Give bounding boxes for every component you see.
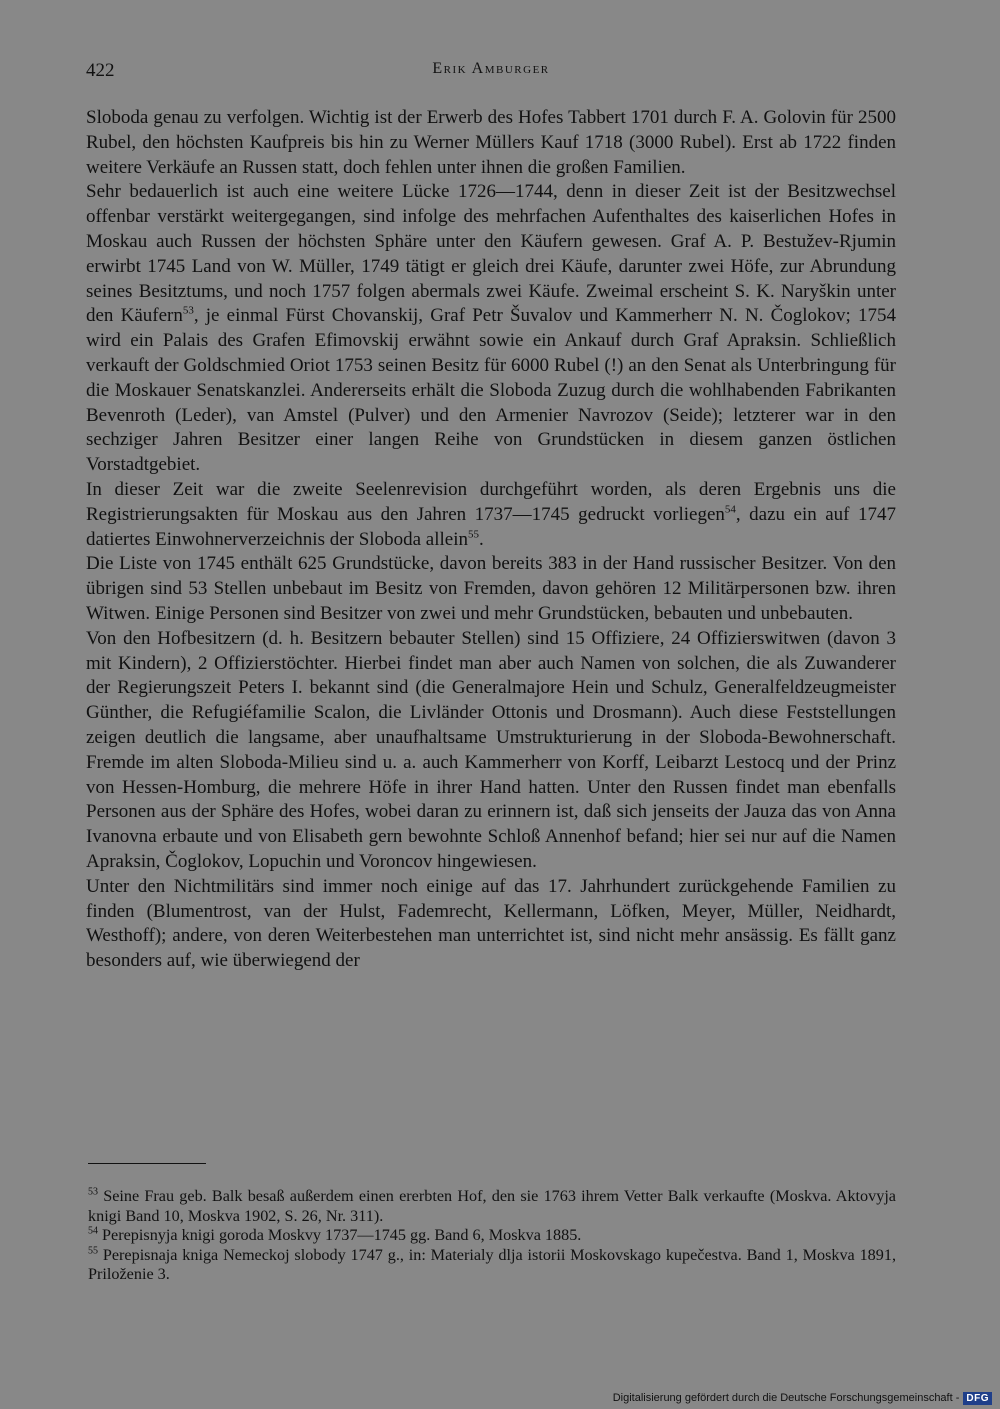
footnote-text: Perepisnaja kniga Nemeckoj slobody 1747 g., in: Materialy dlja istorii Moskovskago kupečestva. Band 1, Moskva 1891, Priloženie 3. — [88, 1245, 896, 1284]
paragraph-text: Sehr bedauerlich ist auch eine weitere Lücke 1726—1744, denn in dieser Zeit ist der Besitzwechsel offenbar verstärkt weitergegangen, sind infolge des mehrfachen Aufenthaltes des kaiserlichen Hofes in Moskau auch Russen der höchsten Sphäre unter den Käufern gewesen. Graf A. P. Bestužev-Rjumin erwirbt 1745 Land von W. Müller, 1749 tätigt er gleich drei Käufe, darunter zwei Höfe, zur Abrundung seines Besitztums, und noch 1757 folgen abermals zwei Käufe. Zweimal erscheint S. K. Naryškin unter den Käufern — [86, 181, 896, 327]
paragraph — [86, 106, 896, 180]
paragraph-text: Von den Hofbesitzern (d. h. Besitzern bebauter Stellen) sind 15 Offiziere, 24 Offizierswitwen (davon 3 mit Kindern), 2 Offizierstöchter. Hierbei findet man aber auch Namen von solchen, die als Zuwanderer der Regierungszeit Peters I. bekannt sind (die Generalmajore Hein und Schulz, Generalfeldzeugmeister Günther, die Refugiéfamilie Scalon, die Livländer Ottonis und Drosmann). Auch diese Feststellungen zeigen deutlich die langsame, aber unaufhaltsame Umstrukturierung in der Sloboda-Bewohnerschaft. Fremde im alten Sloboda-Milieu sind u. a. auch Kammerherr von Korff, Leibarzt Lestocq und der Prinz von Hessen-Homburg, die mehrere Höfe in ihrer Hand hatten. Unter den Russen findet man ebenfalls Personen aus der Sphäre des Hofes, wobei daran zu erinnern ist, daß sich jenseits der Jauza das von Anna Ivanovna erbaute und von Elisabeth gern bewohnte Schloß Annenhof befand; hier sei nur auf die Namen Apraksin, Čoglokov, Lopuchin und Voroncov hingewiesen. — [86, 627, 896, 872]
paragraph-text: Unter den Nichtmilitärs sind immer noch einige auf das 17. Jahrhundert zurückgehende Familien zu finden (Blumentrost, van der Hulst, Fademrecht, Kellermann, Löfken, Meyer, Müller, Neidhardt, Westhoff); andere, von deren Weiterbestehen man unterrichtet ist, sind nicht mehr ansässig. Es fällt ganz besonders auf, wie überwiegend der — [86, 875, 896, 972]
footnote — [88, 1187, 896, 1226]
paragraph-text: Sloboda genau zu verfolgen. Wichtig ist der Erwerb des Hofes Tabbert 1701 durch F. A. Golovin für 2500 Rubel, den höchsten Kaufpreis bis hin zu Werner Müllers Kauf 1718 (3000 Rubel). Erst ab 1722 finden weitere Verkäufe an Russen statt, doch fehlen unter ihnen die großen Familien. — [86, 107, 896, 178]
footnote-number: 53 — [88, 1186, 98, 1198]
page-number: 422 — [86, 60, 115, 81]
paragraph — [86, 180, 896, 478]
paragraph — [86, 552, 896, 626]
footnotes — [88, 1187, 896, 1285]
footnote-text: Perepisnyja knigi goroda Moskvy 1737—1745 gg. Band 6, Moskva 1885. — [98, 1226, 582, 1245]
paragraph-text: , je einmal Fürst Chovanskij, Graf Petr Šuvalov und Kammerherr N. N. Čoglokov; 1754 wird ein Palais des Grafen Efimovskij erwähnt sowie ein Ankauf durch Graf Apraksin. Schließlich verkauft der Goldschmied Oriot 1753 seinen Besitz für 6000 Rubel (!) an den Senat als Unterbringung für die Moskauer Senatskanzlei. Andererseits erhält die Sloboda Zuzug durch die wohlhabenden Fabrikanten Bevenroth (Leder), van Amstel (Pulver) und den Armenier Navrozov (Seide); letzterer war in den sechziger Jahren Besitzer einer langen Reihe von Grundstücken in diesem ganzen östlichen Vorstadtgebiet. — [86, 305, 896, 476]
digitization-footer — [613, 1389, 992, 1407]
paragraph-text: , dazu ein auf 1747 datiertes Einwohnerverzeichnis der Sloboda allein — [86, 503, 896, 550]
paragraph — [86, 478, 896, 552]
footer-credit: Digitalisierung gefördert durch die Deutsche Forschungsgemeinschaft - — [612, 1392, 960, 1404]
paragraph — [86, 875, 896, 974]
paragraph — [86, 627, 896, 875]
footnote — [88, 1226, 896, 1246]
paragraph-text: Die Liste von 1745 enthält 625 Grundstücke, davon bereits 383 in der Hand russischer Besitzer. Von den übrigen sind 53 Stellen unbebaut im Besitz von Fremden, davon gehören 12 Militärpersonen bzw. ihren Witwen. Einige Personen sind Besitzer von zwei und mehr Grundstücken, bebauten und unbebauten. — [86, 553, 896, 624]
footnote-ref: 53 — [182, 305, 194, 318]
page-header — [86, 60, 896, 90]
footnote-text: Seine Frau geb. Balk besaß außerdem einen ererbten Hof, den sie 1763 ihrem Vetter Balk verkaufte (Moskva. Aktovyja knigi Band 10, Moskva 1902, S. 26, Nr. 311). — [88, 1187, 896, 1225]
footnote — [88, 1246, 896, 1285]
footnote-number: 55 — [88, 1245, 98, 1257]
paragraph-text: . — [478, 528, 484, 550]
dfg-logo: DFG — [963, 1392, 992, 1405]
footnote-rule — [88, 1163, 206, 1164]
footnote-number: 54 — [88, 1225, 98, 1237]
running-head: Erik Amburger — [432, 60, 550, 77]
footnote-ref: 54 — [724, 503, 736, 516]
paragraph-text: In dieser Zeit war die zweite Seelenrevision durchgeführt worden, als deren Ergebnis uns die Registrierungsakten für Moskau aus den Jahren 1737—1745 gedruckt vorliegen — [86, 478, 896, 525]
footnote-ref: 55 — [467, 528, 479, 541]
main-text — [86, 106, 896, 974]
